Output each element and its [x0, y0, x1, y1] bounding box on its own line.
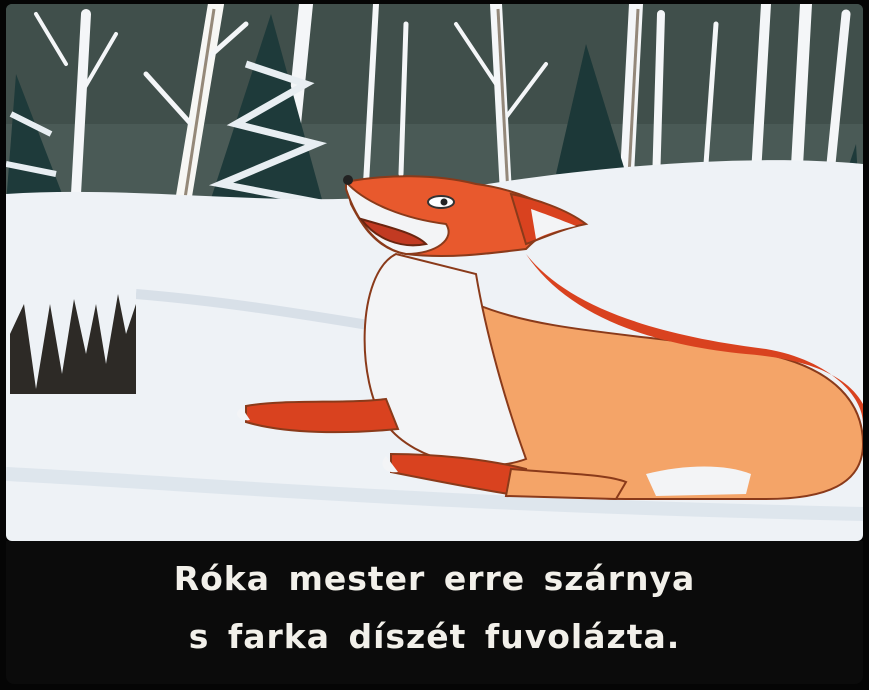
illustration-scene	[6, 4, 863, 541]
caption-bar	[6, 541, 863, 684]
caption-line-2: s farka díszét fuvolázta.	[188, 617, 681, 656]
icy-stump	[10, 248, 136, 394]
winter-fox-illustration	[6, 4, 863, 541]
caption-line-1: Róka mester erre szárnya	[173, 559, 696, 598]
